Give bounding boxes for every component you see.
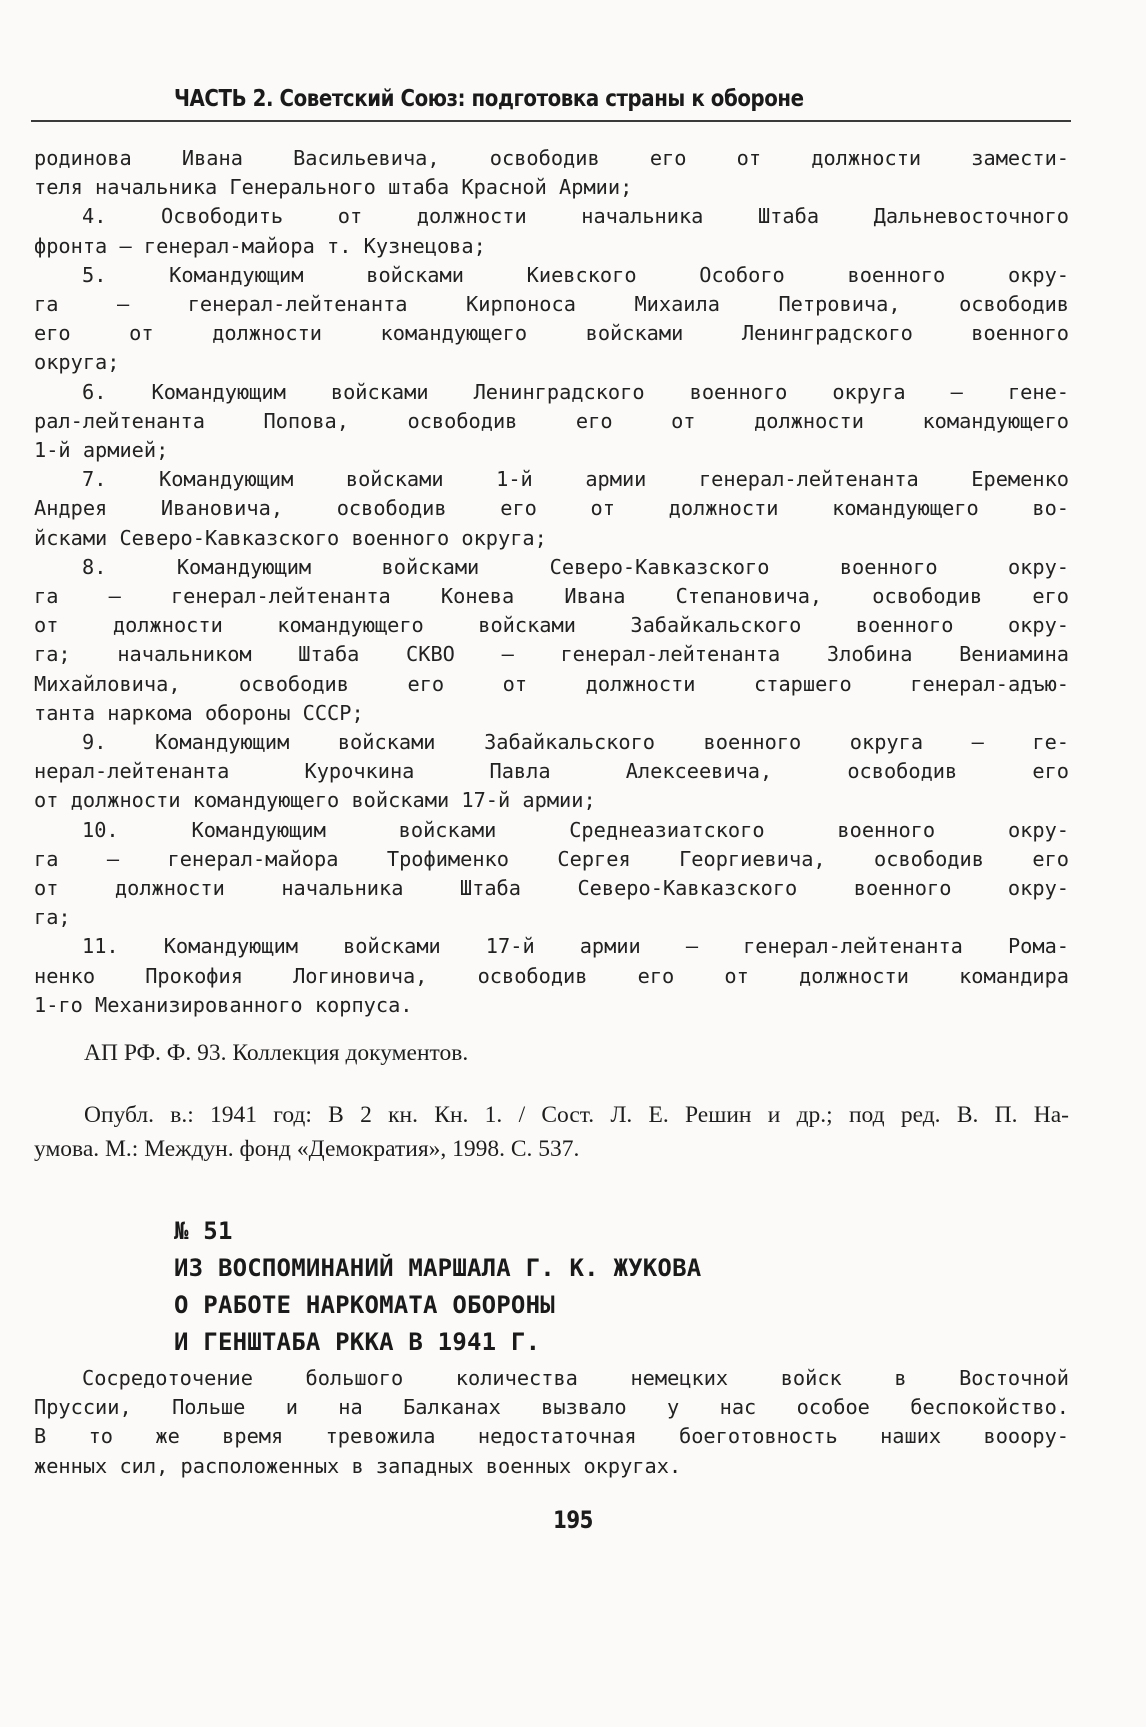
text-line: 4. Освободить от должности начальника Штаба Дальневосточного <box>82 204 1069 229</box>
text-line: рал-лейтенанта Попова, освободив его от должности командующего <box>34 408 1069 433</box>
text-line: 7. Командующим войсками 1-й армии генерал-лейтенанта Еременко <box>82 467 1069 492</box>
text-line: теля начальника Генерального штаба Красной Армии; <box>34 175 633 200</box>
text-line: 6. Командующим войсками Ленинградского военного округа – гене- <box>82 379 1069 404</box>
text-line: его от должности командующего войсками Ленинградского военного <box>34 321 1069 346</box>
section-title-line: О РАБОТЕ НАРКОМАТА ОБОРОНЫ <box>174 1291 555 1319</box>
text-line: нерал-лейтенанта Курочкина Павла Алексеевича, освободив его <box>34 759 1069 784</box>
text-line: 1-го Механизированного корпуса. <box>34 992 413 1017</box>
text-line: 10. Командующим войсками Среднеазиатского военного окру- <box>82 817 1069 842</box>
text-line: от должности командующего войсками 17-й армии; <box>34 788 596 813</box>
text-line: от должности командующего войсками Забайкальского военного окру- <box>34 613 1069 638</box>
text-line: га – генерал-лейтенанта Конева Ивана Степановича, освободив его <box>34 584 1069 609</box>
archive-reference: АП РФ. Ф. 93. Коллекция документов. <box>84 1040 469 1066</box>
text-line: 11. Командующим войсками 17-й армии – генерал-лейтенанта Рома- <box>82 934 1069 959</box>
text-line: фронта – генерал-майора т. Кузнецова; <box>34 233 486 258</box>
text-line: га – генерал-майора Трофименко Сергея Георгиевича, освободив его <box>34 846 1069 871</box>
text-line: округа; <box>34 350 120 375</box>
text-line: В то же время тревожила недостаточная боеготовность наших вооору- <box>34 1424 1069 1449</box>
running-header: ЧАСТЬ 2. Советский Союз: подготовка страны к обороне <box>174 86 804 112</box>
text-line: от должности начальника Штаба Северо-Кавказского военного окру- <box>34 876 1069 901</box>
text-line: женных сил, расположенных в западных военных округах. <box>34 1453 682 1478</box>
text-line: Пруссии, Польше и на Балканах вызвало у нас особое беспокойство. <box>34 1395 1069 1420</box>
page-number: 195 <box>553 1506 593 1534</box>
text-line: Михайловича, освободив его от должности старшего генерал-адъю- <box>34 671 1069 696</box>
text-line: Андрея Ивановича, освободив его от должности командующего во- <box>34 496 1069 521</box>
text-line: Сосредоточение большого количества немецких войск в Восточной <box>82 1366 1069 1390</box>
text-line: ненко Прокофия Логиновича, освободив его от должности командира <box>34 963 1069 988</box>
text-line: 8. Командующим войсками Северо-Кавказского военного окру- <box>82 554 1069 579</box>
section-heading <box>174 1213 701 1361</box>
section-body <box>34 1364 1069 1481</box>
publication-line: умова. М.: Междун. фонд «Демократия», 1998. С. 537. <box>34 1136 580 1162</box>
text-line: га – генерал-лейтенанта Кирпоноса Михаила Петровича, освободив <box>34 292 1069 317</box>
section-title-line: ИЗ ВОСПОМИНАНИЙ МАРШАЛА Г. К. ЖУКОВА <box>174 1254 702 1282</box>
publication-line: Опубл. в.: 1941 год: В 2 кн. Кн. 1. / Сост. Л. Е. Решин и др.; под ред. В. П. На- <box>84 1102 1069 1128</box>
text-line: танта наркома обороны СССР; <box>34 700 364 725</box>
text-line: родинова Ивана Васильевича, освободив его от должности замести- <box>34 146 1069 170</box>
text-line: га; начальником Штаба СКВО – генерал-лейтенанта Злобина Вениамина <box>34 642 1069 667</box>
text-line: 5. Командующим войсками Киевского Особого военного окру- <box>82 262 1069 287</box>
text-line: 9. Командующим войсками Забайкальского военного округа – ге- <box>82 730 1069 755</box>
text-line: га; <box>34 905 71 930</box>
header-rule <box>31 120 1071 122</box>
publication-citation <box>34 1098 1069 1166</box>
section-number: № 51 <box>174 1217 233 1245</box>
decree-text <box>34 144 1069 1020</box>
archive-citation <box>84 1036 1069 1070</box>
text-line: 1-й армией; <box>34 438 169 463</box>
section-title-line: И ГЕНШТАБА РККА В 1941 Г. <box>174 1328 541 1356</box>
text-line: йсками Северо-Кавказского военного округа; <box>34 525 547 550</box>
